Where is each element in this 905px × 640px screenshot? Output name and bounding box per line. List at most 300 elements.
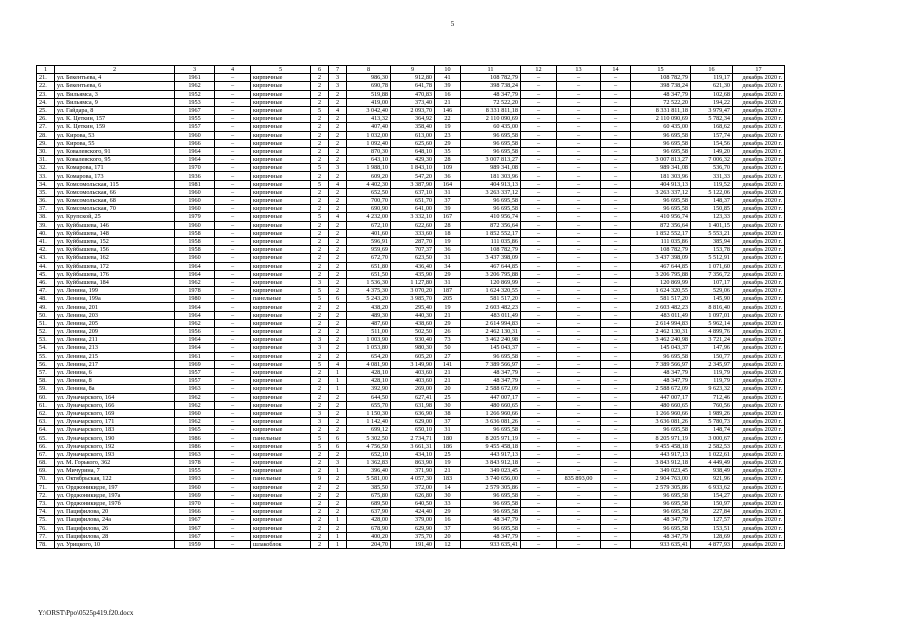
row-number-cell: 39. xyxy=(37,221,55,229)
entrances-cell: 2 xyxy=(329,147,347,155)
col-4-cell: – xyxy=(215,229,251,237)
address-cell: ул. Октябрьская, 122 xyxy=(55,475,175,483)
owners-funds-cell: 2 579 305,86 xyxy=(631,483,691,491)
table-row xyxy=(37,82,785,90)
col-12-cell: – xyxy=(521,287,557,295)
build-year-cell: 1964 xyxy=(175,147,215,155)
total-cost-cell: 8 331 811,18 xyxy=(461,106,521,114)
table-row xyxy=(37,98,785,106)
cost-per-sqm-cell: 9 623,32 xyxy=(691,385,733,393)
residents-cell: 205 xyxy=(435,295,461,303)
living-area-cell: 2 093,70 xyxy=(391,106,435,114)
col-14-cell: – xyxy=(601,237,631,245)
col-13-cell: – xyxy=(557,295,601,303)
col-12-cell: – xyxy=(521,467,557,475)
owners-funds-cell: 398 738,24 xyxy=(631,82,691,90)
residents-cell: 21 xyxy=(435,467,461,475)
living-area-cell: 863,90 xyxy=(391,459,435,467)
table-row xyxy=(37,499,785,507)
cost-per-sqm-cell: 536,70 xyxy=(691,164,733,172)
living-area-cell: 2 734,71 xyxy=(391,434,435,442)
cost-per-sqm-cell: 529,06 xyxy=(691,287,733,295)
col-4-cell: – xyxy=(215,246,251,254)
col-12-cell: – xyxy=(521,82,557,90)
completion-date-cell: декабрь 2020 г. xyxy=(733,287,785,295)
build-year-cell: 1986 xyxy=(175,442,215,450)
row-number-cell: 62. xyxy=(37,409,55,417)
row-number-cell: 73. xyxy=(37,499,55,507)
row-number-cell: 35. xyxy=(37,188,55,196)
completion-date-cell: декабрь 2020 г. xyxy=(733,418,785,426)
table-row xyxy=(37,303,785,311)
col-12-cell: – xyxy=(521,139,557,147)
total-area-cell: 428,10 xyxy=(347,377,391,385)
col-14-cell: – xyxy=(601,344,631,352)
address-cell: ул. Бекентьева, 4 xyxy=(55,74,175,82)
total-cost-cell: 480 660,65 xyxy=(461,401,521,409)
row-number-cell: 48. xyxy=(37,295,55,303)
col-13-cell: 835 893,00 xyxy=(557,475,601,483)
build-year-cell: 1967 xyxy=(175,106,215,114)
row-number-cell: 70. xyxy=(37,475,55,483)
completion-date-cell: декабрь 2020 г. xyxy=(733,540,785,548)
build-year-cell: 1981 xyxy=(175,180,215,188)
total-cost-cell: 3 636 081,26 xyxy=(461,418,521,426)
total-cost-cell: 989 341,08 xyxy=(461,164,521,172)
residents-cell: 50 xyxy=(435,344,461,352)
completion-date-cell: декабрь 2020 г. xyxy=(733,262,785,270)
total-cost-cell: 48 347,79 xyxy=(461,377,521,385)
address-cell: ул. Комсомольская, 68 xyxy=(55,197,175,205)
total-cost-cell: 48 347,79 xyxy=(461,532,521,540)
floors-cell: 5 xyxy=(311,287,329,295)
build-year-cell: 1962 xyxy=(175,401,215,409)
row-number-cell: 29. xyxy=(37,139,55,147)
col-14-cell: – xyxy=(601,197,631,205)
total-area-cell: 1 092,40 xyxy=(347,139,391,147)
total-area-cell: 651,50 xyxy=(347,270,391,278)
entrances-cell: 1 xyxy=(329,377,347,385)
row-number-cell: 41. xyxy=(37,237,55,245)
col-13-cell: – xyxy=(557,508,601,516)
row-number-cell: 52. xyxy=(37,328,55,336)
col-12-cell: – xyxy=(521,328,557,336)
row-number-cell: 46. xyxy=(37,278,55,286)
total-area-cell: 5 581,00 xyxy=(347,475,391,483)
total-cost-cell: 181 303,96 xyxy=(461,172,521,180)
owners-funds-cell: 404 913,13 xyxy=(631,180,691,188)
total-area-cell: 428,10 xyxy=(347,368,391,376)
col-4-cell: – xyxy=(215,409,251,417)
residents-cell: 141 xyxy=(435,360,461,368)
owners-funds-cell: 96 695,58 xyxy=(631,499,691,507)
cost-per-sqm-cell: 4 449,49 xyxy=(691,459,733,467)
table-row xyxy=(37,336,785,344)
entrances-cell: 4 xyxy=(329,360,347,368)
completion-date-cell: декабрь 2020 г. xyxy=(733,123,785,131)
floors-cell: 2 xyxy=(311,229,329,237)
col-4-cell: – xyxy=(215,442,251,450)
entrances-cell: 2 xyxy=(329,188,347,196)
build-year-cell: 1964 xyxy=(175,156,215,164)
living-area-cell: 403,60 xyxy=(391,368,435,376)
address-cell: ул. Пацифилова, 28 xyxy=(55,532,175,540)
floors-cell: 2 xyxy=(311,303,329,311)
column-number: 1 xyxy=(37,66,55,74)
completion-date-cell: декабрь 2020 г. xyxy=(733,352,785,360)
col-12-cell: – xyxy=(521,311,557,319)
residents-cell: 21 xyxy=(435,98,461,106)
owners-funds-cell: 989 341,08 xyxy=(631,164,691,172)
col-14-cell: – xyxy=(601,524,631,532)
total-area-cell: 689,50 xyxy=(347,499,391,507)
wall-material-cell: кирпичные xyxy=(251,180,311,188)
total-cost-cell: 48 347,79 xyxy=(461,90,521,98)
floors-cell: 2 xyxy=(311,401,329,409)
table-row xyxy=(37,156,785,164)
living-area-cell: 629,90 xyxy=(391,524,435,532)
owners-funds-cell: 3 636 081,26 xyxy=(631,418,691,426)
address-cell: ул. Ленина, 209 xyxy=(55,328,175,336)
table-row xyxy=(37,237,785,245)
cost-per-sqm-cell: 168,62 xyxy=(691,123,733,131)
floors-cell: 2 xyxy=(311,270,329,278)
col-13-cell: – xyxy=(557,532,601,540)
entrances-cell: 2 xyxy=(329,90,347,98)
cost-per-sqm-cell: 157,74 xyxy=(691,131,733,139)
total-area-cell: 644,50 xyxy=(347,393,391,401)
build-year-cell: 1960 xyxy=(175,205,215,213)
living-area-cell: 3 149,90 xyxy=(391,360,435,368)
wall-material-cell: кирпичные xyxy=(251,147,311,155)
row-number-cell: 61. xyxy=(37,401,55,409)
entrances-cell: 3 xyxy=(329,82,347,90)
total-area-cell: 654,20 xyxy=(347,352,391,360)
living-area-cell: 435,90 xyxy=(391,270,435,278)
build-year-cell: 1960 xyxy=(175,221,215,229)
row-number-cell: 50. xyxy=(37,311,55,319)
living-area-cell: 912,80 xyxy=(391,74,435,82)
completion-date-cell: декабрь 2020 г. xyxy=(733,442,785,450)
total-cost-cell: 872 356,64 xyxy=(461,221,521,229)
col-13-cell: – xyxy=(557,393,601,401)
total-cost-cell: 2 614 994,83 xyxy=(461,319,521,327)
residents-cell: 39 xyxy=(435,205,461,213)
owners-funds-cell: 872 356,64 xyxy=(631,221,691,229)
living-area-cell: 429,30 xyxy=(391,156,435,164)
address-cell: ул. Ковалевского, 95 xyxy=(55,156,175,164)
wall-material-cell: кирпичные xyxy=(251,328,311,336)
floors-cell: 2 xyxy=(311,147,329,155)
col-4-cell: – xyxy=(215,393,251,401)
total-cost-cell: 2 603 482,23 xyxy=(461,303,521,311)
residents-cell: 30 xyxy=(435,491,461,499)
wall-material-cell: кирпичные xyxy=(251,459,311,467)
col-4-cell: – xyxy=(215,377,251,385)
col-14-cell: – xyxy=(601,401,631,409)
residents-cell: 29 xyxy=(435,508,461,516)
owners-funds-cell: 48 347,79 xyxy=(631,516,691,524)
row-number-cell: 34. xyxy=(37,180,55,188)
owners-funds-cell: 2 904 763,00 xyxy=(631,475,691,483)
total-cost-cell: 48 347,79 xyxy=(461,516,521,524)
col-4-cell: – xyxy=(215,336,251,344)
total-area-cell: 4 402,30 xyxy=(347,180,391,188)
build-year-cell: 1958 xyxy=(175,229,215,237)
col-13-cell: – xyxy=(557,270,601,278)
build-year-cell: 1969 xyxy=(175,360,215,368)
col-12-cell: – xyxy=(521,262,557,270)
column-number: 13 xyxy=(557,66,601,74)
residents-cell: 35 xyxy=(435,147,461,155)
row-number-cell: 33. xyxy=(37,172,55,180)
entrances-cell: 2 xyxy=(329,139,347,147)
row-number-cell: 57. xyxy=(37,368,55,376)
table-row xyxy=(37,287,785,295)
col-12-cell: – xyxy=(521,172,557,180)
owners-funds-cell: 96 695,58 xyxy=(631,491,691,499)
col-4-cell: – xyxy=(215,213,251,221)
col-12-cell: – xyxy=(521,295,557,303)
total-cost-cell: 1 624 320,55 xyxy=(461,287,521,295)
col-4-cell: – xyxy=(215,98,251,106)
cost-per-sqm-cell: 1 071,60 xyxy=(691,262,733,270)
col-14-cell: – xyxy=(601,360,631,368)
floors-cell: 2 xyxy=(311,82,329,90)
row-number-cell: 30. xyxy=(37,147,55,155)
row-number-cell: 43. xyxy=(37,254,55,262)
col-12-cell: – xyxy=(521,385,557,393)
col-12-cell: – xyxy=(521,90,557,98)
col-13-cell: – xyxy=(557,98,601,106)
cost-per-sqm-cell: 123,33 xyxy=(691,213,733,221)
col-13-cell: – xyxy=(557,311,601,319)
column-number: 16 xyxy=(691,66,733,74)
wall-material-cell: кирпичные xyxy=(251,385,311,393)
col-14-cell: – xyxy=(601,98,631,106)
cost-per-sqm-cell: 5 782,34 xyxy=(691,115,733,123)
address-cell: ул. Гайдара, 8 xyxy=(55,106,175,114)
floors-cell: 3 xyxy=(311,336,329,344)
completion-date-cell: декабрь 2020 г. xyxy=(733,147,785,155)
col-4-cell: – xyxy=(215,434,251,442)
col-4-cell: – xyxy=(215,270,251,278)
col-13-cell: – xyxy=(557,115,601,123)
wall-material-cell: кирпичные xyxy=(251,82,311,90)
table-row xyxy=(37,205,785,213)
build-year-cell: 1970 xyxy=(175,164,215,172)
col-13-cell: – xyxy=(557,147,601,155)
build-year-cell: 1962 xyxy=(175,393,215,401)
cost-per-sqm-cell: 331,33 xyxy=(691,172,733,180)
total-cost-cell: 108 782,79 xyxy=(461,74,521,82)
wall-material-cell: кирпичные xyxy=(251,246,311,254)
completion-date-cell: декабрь 2020 г. xyxy=(733,319,785,327)
total-cost-cell: 108 782,79 xyxy=(461,246,521,254)
col-4-cell: – xyxy=(215,82,251,90)
address-cell: ул. К. Цеткин, 157 xyxy=(55,115,175,123)
total-cost-cell: 3 843 912,18 xyxy=(461,459,521,467)
col-12-cell: – xyxy=(521,278,557,286)
column-number: 4 xyxy=(215,66,251,74)
col-4-cell: – xyxy=(215,508,251,516)
entrances-cell: 2 xyxy=(329,319,347,327)
build-year-cell: 1955 xyxy=(175,115,215,123)
residents-cell: 146 xyxy=(435,106,461,114)
completion-date-cell: декабрь 2020 г. xyxy=(733,82,785,90)
completion-date-cell: декабрь 2020 г. xyxy=(733,164,785,172)
build-year-cell: 1962 xyxy=(175,82,215,90)
owners-funds-cell: 108 782,79 xyxy=(631,74,691,82)
wall-material-cell: кирпичные xyxy=(251,360,311,368)
wall-material-cell: кирпичные xyxy=(251,483,311,491)
residents-cell: 29 xyxy=(435,270,461,278)
address-cell: ул. Комарова, 171 xyxy=(55,164,175,172)
completion-date-cell: декабрь 2020 г. xyxy=(733,409,785,417)
table-row xyxy=(37,278,785,286)
entrances-cell: 2 xyxy=(329,131,347,139)
completion-date-cell: декабрь 2020 г. xyxy=(733,434,785,442)
table-row xyxy=(37,483,785,491)
completion-date-cell: декабрь 2020 г. xyxy=(733,188,785,196)
table-row xyxy=(37,352,785,360)
wall-material-cell: панельные xyxy=(251,295,311,303)
wall-material-cell: кирпичные xyxy=(251,221,311,229)
table-row xyxy=(37,426,785,434)
residents-cell: 19 xyxy=(435,303,461,311)
cost-per-sqm-cell: 8 816,40 xyxy=(691,303,733,311)
cost-per-sqm-cell: 154,27 xyxy=(691,491,733,499)
col-4-cell: – xyxy=(215,467,251,475)
living-area-cell: 1 843,10 xyxy=(391,164,435,172)
col-14-cell: – xyxy=(601,434,631,442)
build-year-cell: 1978 xyxy=(175,459,215,467)
residents-cell: 16 xyxy=(435,516,461,524)
total-cost-cell: 404 913,13 xyxy=(461,180,521,188)
wall-material-cell: кирпичные xyxy=(251,426,311,434)
completion-date-cell: декабрь 2020 г. xyxy=(733,368,785,376)
floors-cell: 2 xyxy=(311,328,329,336)
column-number: 10 xyxy=(435,66,461,74)
col-12-cell: – xyxy=(521,270,557,278)
col-4-cell: – xyxy=(215,319,251,327)
residents-cell: 30 xyxy=(435,401,461,409)
col-14-cell: – xyxy=(601,205,631,213)
col-14-cell: – xyxy=(601,180,631,188)
owners-funds-cell: 8 205 971,19 xyxy=(631,434,691,442)
total-cost-cell: 8 205 971,19 xyxy=(461,434,521,442)
address-cell: ул. Кирова, 55 xyxy=(55,139,175,147)
total-area-cell: 401,60 xyxy=(347,229,391,237)
col-14-cell: – xyxy=(601,246,631,254)
row-number-cell: 42. xyxy=(37,246,55,254)
living-area-cell: 547,20 xyxy=(391,172,435,180)
col-14-cell: – xyxy=(601,229,631,237)
residents-cell: 29 xyxy=(435,319,461,327)
cost-per-sqm-cell: 1 989,26 xyxy=(691,409,733,417)
residents-cell: 19 xyxy=(435,123,461,131)
living-area-cell: 623,50 xyxy=(391,254,435,262)
living-area-cell: 707,37 xyxy=(391,246,435,254)
col-13-cell: – xyxy=(557,524,601,532)
entrances-cell: 2 xyxy=(329,229,347,237)
residents-cell: 36 xyxy=(435,246,461,254)
total-area-cell: 699,12 xyxy=(347,426,391,434)
table-row xyxy=(37,328,785,336)
residents-cell: 186 xyxy=(435,442,461,450)
total-area-cell: 428,00 xyxy=(347,516,391,524)
col-12-cell: – xyxy=(521,123,557,131)
owners-funds-cell: 48 347,79 xyxy=(631,532,691,540)
col-13-cell: – xyxy=(557,106,601,114)
col-4-cell: – xyxy=(215,311,251,319)
col-4-cell: – xyxy=(215,180,251,188)
entrances-cell: 2 xyxy=(329,344,347,352)
living-area-cell: 3 985,70 xyxy=(391,295,435,303)
table-row xyxy=(37,491,785,499)
col-14-cell: – xyxy=(601,262,631,270)
wall-material-cell: кирпичные xyxy=(251,106,311,114)
col-13-cell: – xyxy=(557,156,601,164)
housing-register-table xyxy=(36,65,785,549)
col-14-cell: – xyxy=(601,426,631,434)
build-year-cell: 1965 xyxy=(175,426,215,434)
col-14-cell: – xyxy=(601,475,631,483)
living-area-cell: 470,83 xyxy=(391,90,435,98)
build-year-cell: 1960 xyxy=(175,131,215,139)
address-cell: ул. Орджоникидзе, 197 xyxy=(55,483,175,491)
total-cost-cell: 96 695,58 xyxy=(461,205,521,213)
col-4-cell: – xyxy=(215,352,251,360)
address-cell: ул. Луначарского, 164 xyxy=(55,393,175,401)
col-12-cell: – xyxy=(521,115,557,123)
floors-cell: 2 xyxy=(311,139,329,147)
total-area-cell: 385,50 xyxy=(347,483,391,491)
cost-per-sqm-cell: 102,68 xyxy=(691,90,733,98)
wall-material-cell: кирпичные xyxy=(251,524,311,532)
wall-material-cell: кирпичные xyxy=(251,278,311,286)
column-number: 12 xyxy=(521,66,557,74)
wall-material-cell: кирпичные xyxy=(251,516,311,524)
row-number-cell: 59. xyxy=(37,385,55,393)
entrances-cell: 2 xyxy=(329,278,347,286)
wall-material-cell: кирпичные xyxy=(251,139,311,147)
build-year-cell: 1953 xyxy=(175,98,215,106)
col-4-cell: – xyxy=(215,303,251,311)
residents-cell: 31 xyxy=(435,426,461,434)
total-area-cell: 407,40 xyxy=(347,123,391,131)
build-year-cell: 1956 xyxy=(175,328,215,336)
total-cost-cell: 3 437 398,09 xyxy=(461,254,521,262)
residents-cell: 187 xyxy=(435,287,461,295)
col-12-cell: – xyxy=(521,106,557,114)
owners-funds-cell: 60 435,00 xyxy=(631,123,691,131)
cost-per-sqm-cell: 2 345,97 xyxy=(691,360,733,368)
wall-material-cell: кирпичные xyxy=(251,442,311,450)
residents-cell: 37 xyxy=(435,418,461,426)
completion-date-cell: декабрь 2020 г. xyxy=(733,344,785,352)
floors-cell: 2 xyxy=(311,377,329,385)
address-cell: ул. Комсомольская, 66 xyxy=(55,188,175,196)
wall-material-cell: кирпичные xyxy=(251,205,311,213)
col-4-cell: – xyxy=(215,254,251,262)
col-4-cell: – xyxy=(215,123,251,131)
wall-material-cell: кирпичные xyxy=(251,401,311,409)
floors-cell: 2 xyxy=(311,90,329,98)
col-4-cell: – xyxy=(215,262,251,270)
table-row xyxy=(37,270,785,278)
cost-per-sqm-cell: 148,37 xyxy=(691,197,733,205)
